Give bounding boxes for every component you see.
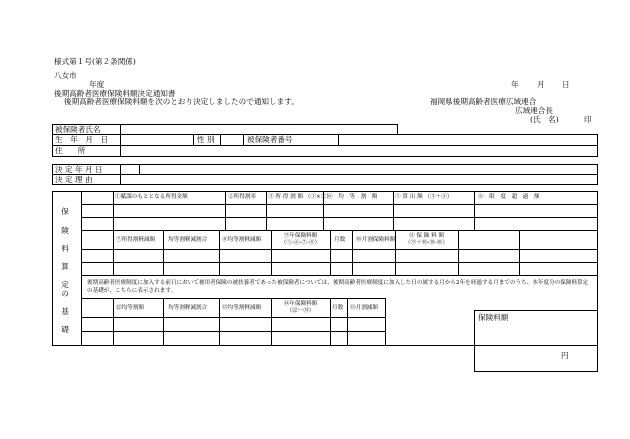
side-char-1: 保 [61,207,69,216]
form-number: 様式第１号(第２条関係) [54,57,136,66]
side-char-8: 礎 [61,325,69,334]
side-char-3: 料 [61,244,69,253]
col-premium-amount: ⑪ 保 険 料 額 [408,233,445,239]
birth-date-label: 生 年 月 日 [55,135,109,144]
insured-number-label: 被保険者番号 [247,135,293,144]
premium-amount-label: 保険料額 [478,313,509,322]
col-per-capita-2: ⑫均等割額 [116,305,144,311]
fiscal-year-label: 年度 [89,80,105,89]
issuer-title: 広域連合長 [515,106,553,115]
col-income-levy: ③ 所 得 割 額 （①×②） [268,194,332,200]
col-reduction-ratio: 均等割軽減割合 [168,237,208,243]
date-day: 日 [562,80,570,89]
insured-name-label: 被保険者氏名 [55,125,101,134]
dependent-note: 後期高齢者医療制度に加入する前日において被用者保険の被扶養者であった被保険者については、後期高齢者医療制度に加入した日の属する月から2年を経過する月までのうち、本年度分の保険料算定の基礎が、こちらに表示されます。 [87,280,589,294]
col-annual-premium-formula: （⑤-⑥-⑦-⑧） [280,240,321,246]
col-monthly-premium: ⑩月割保険料額 [356,237,396,243]
issuer-organization: 福岡県後期高齢者医療広域連合 [430,97,537,106]
date-year: 年 [511,80,519,89]
city-name: 八女市 [54,71,77,80]
issuer-name-placeholder: (氏 名) [530,115,559,124]
address-label: 住 所 [55,146,86,155]
col-income-rate: ②所得割率 [228,194,256,200]
side-char-2: 険 [61,226,69,235]
gender-label: 性 別 [197,135,215,144]
yen-unit: 円 [561,351,569,360]
seal-mark: 印 [584,115,592,124]
col-reduction-ratio-2: 均等割軽減割合 [168,305,208,311]
col-limit-excess: ⑥ 限 度 超 過 額 [478,194,540,200]
col-annual-premium-2: ⑭年保険料額 [283,301,318,307]
decision-reason-label: 決 定 理 由 [55,175,93,184]
col-per-capita-reduction-2: ⑬均等割軽減額 [222,305,262,311]
document-title: 後期高齢者医療保険料額決定通知書 [54,89,176,98]
col-premium-formula: （⑨＋⑩-⑩-⑩） [405,240,448,246]
col-annual-premium-formula-2: （⑫－⑬） [286,308,315,314]
col-computed: ⑤ 算 出 額 （③＋④） [395,194,453,200]
side-char-7: 基 [61,307,69,316]
notice-text: 後期高齢者医療保険料額を次のとおり決定しましたので通知します。 [64,97,299,106]
col-per-capita-reduction: ⑧均等割軽減額 [222,237,262,243]
decision-date-label: 決 定 年 月 日 [55,165,103,174]
col-per-capita: ④ 均 等 割 額 [327,194,378,200]
col-income-reduction: ⑦所得割軽減額 [116,237,156,243]
col-annual-premium: ⑨年保険料額 [283,233,318,239]
side-char-5: 定 [61,280,69,289]
side-char-4: 算 [61,262,69,271]
col-income-amount: ①賦課のもととなる所得金額 [115,194,188,200]
col-months-2: 月数 [332,305,344,311]
side-char-6: の [61,289,69,298]
col-monthly-reduction: ⑮月割減額 [350,305,378,311]
col-months: 月数 [334,237,346,243]
date-month: 月 [537,80,545,89]
